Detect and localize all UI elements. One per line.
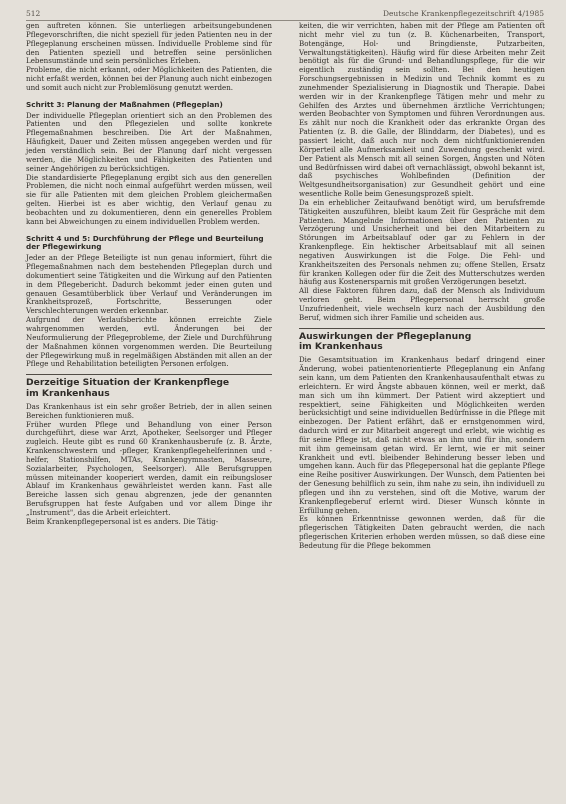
section-heading-effects [299, 332, 545, 354]
page-number: 512 [26, 9, 41, 18]
paragraph: Das Krankenhaus ist ein sehr großer Betrieb, der in allen seinen Bereichen funktionieren muß. [26, 401, 272, 420]
paragraph: Die Gesamtsituation im Krankenhaus bedarf dringend einer Änderung, wobei patientenorientierte Pflegeplanung ein Anfang sein kann, um dem Patienten den Krankenhausaufenthalt etwas zu erleichtern. Er wird Ängste abbauen können, weil er merkt, daß man sich um ihn kümmert. Der Patient wird akzeptiert und respektiert, seine Fähigkeiten und Möglichkeiten werden berücksichtigt und seine individuellen Bedürfnisse in die Pflege mit einbezogen. Der Patient erfährt, daß er ernstgenommen wird, dadurch wird er zur Mitarbeit angeregt und erlebt, wie wichtig es für seine Pflege ist, daß nicht etwas an ihm und für ihn, sondern mit ihm gemeinsam getan wird. Er lernt, wie er mit seiner Krankheit und evtl. bleibender Behinderung besser leben und umgehen kann. Auch für das Pflegepersonal hat die geplante Pflege eine Reihe positiver Auswirkungen. Der Wunsch, dem Patienten bei der Genesung behilflich zu sein, ihm nahe zu sein, ihn individuell zu pflegen und ihn zu verstehen, sind oft die Motive, warum der Krankenpflegeberuf erlernt wird. Dieser Wunsch könnte in Erfüllung gehen. [299, 355, 545, 515]
heading-line: Auswirkungen der Pflegeplanung [299, 330, 472, 342]
paragraph: Probleme, die nicht erkannt, oder Möglichkeiten des Patienten, die nicht erfaßt werden, können bei der Planung auch nicht einbezogen und somit auch nicht zur Problemlösung genutzt werden. [26, 65, 272, 92]
section-divider [26, 374, 272, 375]
paragraph: keiten, die wir verrichten, haben mit der Pflege am Patienten oft nicht mehr viel zu tun (z. B. Küchenarbeiten, Transport, Botengänge, Hol- und Bringdienste, Putzarbeiten, Verwaltungstätigkeiten). Häufig wird für diese Arbeiten mehr Zeit benötigt als für die Grund- und Behandlungspflege, für die wir eigentlich zuständig sein sollten. Bei den heutigen Forschungsergebnissen in Medizin und Technik kommt es zu zunehmender Spezialisierung in Diagnostik und Therapie. Dabei werden wir in der Krankenpflege Tätigen mehr und mehr zu Gehilfen des Arztes und übernehmen ärztliche Verrichtungen; werden Beobachter von Symptomen und führen Verordnungen aus. Es zählt nur noch die Krankheit oder das erkrankte Organ des Patienten (z. B. die Galle, der Blinddarm, der Diabetes), und es passiert leicht, daß auch nur noch dem nichtfunktionierenden Körperteil alle Aufmerksamkeit und Zuwendung geschenkt wird. Der Patient als Mensch mit all seinen Sorgen, Ängsten und Nöten und Bedürfnissen wird dabei oft vernachlässigt, obwohl bekannt ist, daß psychisches Wohlbefinden (Definition der Weltgesundheitsorganisation) zur Gesundheit gehört und eine wesentliche Rolle beim Genesungsprozeß spielt. [299, 21, 545, 199]
heading-line: Derzeitige Situation der Krankenpflege [26, 377, 230, 389]
paragraph: Jeder an der Pflege Beteiligte ist nun genau informiert, führt die Pflegemaßnahmen nach dem bestehenden Pflegeplan durch und dokumentiert seine Tätigkeiten und die Wirkung auf den Patienten in dem Pflegebericht. Dadurch bekommt jeder einen guten und genauen Gesamtüberblick über Verlauf und Veränderungen im Krankheitsprozeß, Fortschritte, Besserungen oder Verschlechterungen werden erkennbar. [26, 253, 272, 316]
left-column [26, 22, 272, 527]
paragraph: Es können Erkenntnisse gewonnen werden, daß für die pflegerischen Tätigkeiten Daten gebraucht werden, die nach pflegerischen Kriterien erhoben werden müssen, so daß diese eine Bedeutung für die Pflege bekommen [299, 514, 545, 550]
journal-title: Deutsche Krankenpflegezeitschrift 4/1985 [382, 9, 544, 18]
page-header [26, 8, 544, 21]
right-column [299, 22, 545, 551]
paragraph: All diese Faktoren führen dazu, daß der Mensch als Individuum verloren geht. Beim Pflegepersonal herrscht große Unzufriedenheit, viele wechseln kurz nach der Ausbildung den Beruf, widmen sich ihrer Familie und scheiden aus. [299, 286, 545, 322]
paragraph: Da ein erheblicher Zeitaufwand benötigt wird, um berufsfremde Tätigkeiten auszuführen, bleibt kaum Zeit für Gespräche mit dem Patienten. Mangelnde Informationen über den Patienten zu Verzögerung und Unsicherheit und bei den Mitarbeitern zu Störungen im Arbeitsablauf oder gar zu Fehlern in der Krankenpflege. Ein hektischer Arbeitsablauf mit all seinen negativen Auswirkungen ist die Folge. Die Fehl- und Krankheitszeiten des Personals nehmen zu; offene Stellen, Ersatz für kranken Kollegen oder für die Zeit des Mutterschutzes werden häufig aus Kostenersparnis mit großen Verzögerungen besetzt. [299, 197, 545, 287]
paragraph: gen auftreten können. Sie unterliegen arbeitsungebundenen Pflegevorschriften, die nicht speziell für jeden Patienten neu in der Pflegeplanung erscheinen müssen. Individuelle Probleme sind für den Patienten speziell und betreffen seine persönlichen Lebensumstände und sein persönliches Erleben. [26, 21, 272, 66]
section-heading-situation [26, 378, 272, 400]
heading-line: im Krankenhaus [26, 388, 110, 400]
section-heading-step4-5: Schritt 4 und 5: Durchführung der Pflege und Beurteilung der Pflegewirkung [26, 233, 264, 252]
section-heading-step3: Schritt 3: Planung der Maßnahmen (Pflegeplan) [26, 99, 223, 109]
paragraph: Früher wurden Pflege und Behandlung von einer Person durchgeführt, diese war Arzt, Apotheker, Seelsorger und Pfleger zugleich. Heute gibt es rund 60 Krankenhausberufe (z. B. Ärzte, Krankenschwestern und -pfleger, Krankenpflegehelferinnen und -helfer, Stationshilfen, MTAs, Krankengymnasten, Masseure, Sozialarbeiter, Psychologen, Seelsorger). Alle Berufsgruppen müssen miteinander kooperiert werden, damit ein reibungsloser Ablauf im Krankenhaus gewährleistet werden kann. Fast alle Bereiche lassen sich genau abgrenzen, jede der genannten Berufsgruppen hat feste Aufgaben und vor allem Dinge ihr „Instrument", das die Arbeit erleichtert. [26, 419, 272, 517]
paragraph: Die standardisierte Pflegeplanung ergibt sich aus den generellen Problemen, die nicht noch einmal aufgeführt werden müssen, weil sie für alle Patienten mit dem gleichen Problem gleichermaßen gelten. Hierbei ist es aber wichtig, den Verlauf genau zu beobachten und zu dokumentieren, denn ein generelles Problem kann bei Abweichungen zu einem individuellen Problem werden. [26, 172, 272, 226]
paragraph: Der individuelle Pflegeplan orientiert sich an den Problemen des Patienten und den Pflegezielen und sollte konkrete Pflegemaßnahmen beschreiben. Die Art der Maßnahmen, Häufigkeit, Dauer und Zeiten müssen angegeben werden und für jeden verständlich sein. Bei der Planung darf nicht vergessen werden, die Möglichkeiten und Fähigkeiten des Patienten und seiner Angehörigen zu berücksichtigen. [26, 110, 272, 173]
paragraph: Aufgrund der Verlaufsberichte können erreichte Ziele wahrgenommen werden, evtl. Änderungen bei der Neuformulierung der Pflegeprobleme, der Ziele und Durchführung der Maßnahmen können vorgenommen werden. Die Beurteilung der Pflegewirkung muß in regelmäßigen Abständen mit allen an der Pflege und Rehabilitation beteiligten Personen erfolgen. [26, 315, 272, 369]
section-divider [299, 328, 545, 329]
paragraph: Beim Krankenpflegepersonal ist es anders. Die Tätig- [26, 516, 219, 526]
heading-line: im Krankenhaus [299, 341, 383, 353]
